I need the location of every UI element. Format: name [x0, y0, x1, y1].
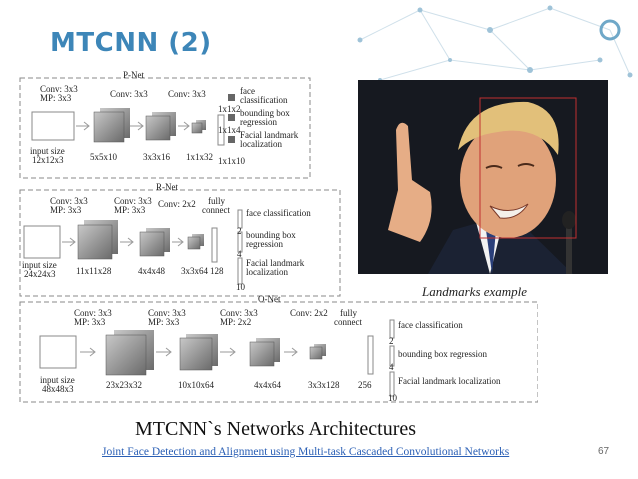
pnet-layer: Conv: 3x3 — [40, 84, 78, 94]
onet-size: 4x4x64 — [254, 380, 281, 390]
diagram-caption: MTCNN`s Networks Architectures — [135, 418, 417, 440]
onet-layer: Conv: 3x3 — [74, 308, 112, 318]
onet-output: face classification — [398, 320, 463, 330]
page-number: 67 — [598, 446, 610, 457]
onet-layer: Conv: 2x2 — [290, 308, 328, 318]
pnet-block — [20, 70, 310, 178]
pnet-layer: MP: 3x3 — [40, 93, 72, 103]
rnet-layer: connect — [202, 205, 230, 215]
pnet-output: classification — [240, 95, 288, 105]
pnet-output: Facial landmark — [240, 130, 299, 140]
rnet-feature-map — [188, 234, 204, 249]
pnet-dim: 1x1x10 — [218, 156, 245, 166]
rnet-input-size: 24x24x3 — [24, 269, 56, 279]
rnet-dim: 4 — [237, 249, 242, 259]
rnet-size: 11x11x28 — [76, 266, 112, 276]
paper-link[interactable]: Joint Face Detection and Alignment using Multi-task Cascaded Convolutional Networks — [102, 446, 510, 458]
pnet-feature-map — [94, 108, 130, 142]
onet-name: O-Net — [258, 294, 281, 304]
pnet-input-size: 12x12x3 — [32, 155, 64, 165]
onet-input-size: 48x48x3 — [42, 384, 74, 394]
photo-caption: Landmarks example — [422, 284, 528, 299]
onet-size: 256 — [358, 380, 372, 390]
rnet-output: face classification — [246, 208, 311, 218]
onet-output: Facial landmark localization — [398, 376, 501, 386]
onet-layer: MP: 3x3 — [74, 317, 106, 327]
rnet-name: R-Net — [156, 182, 178, 192]
onet-size: 23x23x32 — [106, 380, 142, 390]
onet-layer: connect — [334, 317, 362, 327]
pnet-dim: 1x1x2 — [218, 104, 241, 114]
rnet-layer: fully — [208, 196, 225, 206]
face-photo — [358, 80, 608, 274]
pnet-name: P-Net — [123, 70, 144, 80]
rnet-output: localization — [246, 267, 288, 277]
rnet-layer: MP: 3x3 — [114, 205, 146, 215]
onet-dim: 4 — [389, 362, 394, 372]
pnet-size: 5x5x10 — [90, 152, 117, 162]
pnet-output: regression — [240, 117, 277, 127]
pnet-layer: Conv: 3x3 — [168, 89, 206, 99]
rnet-size: 128 — [210, 266, 224, 276]
rnet-input-label: input size — [22, 260, 57, 270]
onet-feature-map — [310, 344, 326, 359]
pnet-size: 3x3x16 — [143, 152, 170, 162]
onet-layer: Conv: 3x3 — [148, 308, 186, 318]
pnet-output: localization — [240, 139, 282, 149]
rnet-feature-map — [140, 228, 170, 256]
onet-layer: Conv: 3x3 — [220, 308, 258, 318]
rnet-block — [20, 182, 340, 296]
rnet-layer: Conv: 3x3 — [50, 196, 88, 206]
onet-feature-map — [180, 334, 218, 370]
rnet-layer: Conv: 3x3 — [114, 196, 152, 206]
onet-size: 10x10x64 — [178, 380, 214, 390]
onet-feature-map — [250, 338, 280, 366]
onet-layer: MP: 3x3 — [148, 317, 180, 327]
pnet-layer: Conv: 3x3 — [110, 89, 148, 99]
rnet-feature-map — [78, 220, 118, 259]
rnet-dim: 2 — [237, 226, 242, 236]
rnet-layer: Conv: 2x2 — [158, 199, 196, 209]
pnet-dim: 1x1x4 — [218, 125, 241, 135]
rnet-output: Facial landmark — [246, 258, 305, 268]
pnet-input-label: input size — [30, 146, 65, 156]
onet-dim: 10 — [388, 393, 397, 403]
rnet-output: bounding box — [246, 230, 296, 240]
pnet-output: face — [240, 86, 255, 96]
pnet-feature-map — [192, 120, 206, 133]
onet-output: bounding box regression — [398, 349, 487, 359]
slide-title: MTCNN (2) — [50, 28, 212, 58]
onet-layer: fully — [340, 308, 357, 318]
onet-size: 3x3x128 — [308, 380, 340, 390]
rnet-size: 4x4x48 — [138, 266, 165, 276]
pnet-output: bounding box — [240, 108, 290, 118]
rnet-dim: 10 — [236, 282, 245, 292]
onet-dim: 2 — [389, 336, 394, 346]
onet-input-label: input size — [40, 375, 75, 385]
onet-layer: MP: 2x2 — [220, 317, 252, 327]
onet-block — [20, 294, 538, 403]
onet-feature-map — [106, 330, 154, 375]
pnet-size: 1x1x32 — [186, 152, 213, 162]
pnet-feature-map — [146, 112, 176, 140]
rnet-size: 3x3x64 — [181, 266, 208, 276]
rnet-output: regression — [246, 239, 283, 249]
rnet-layer: MP: 3x3 — [50, 205, 82, 215]
